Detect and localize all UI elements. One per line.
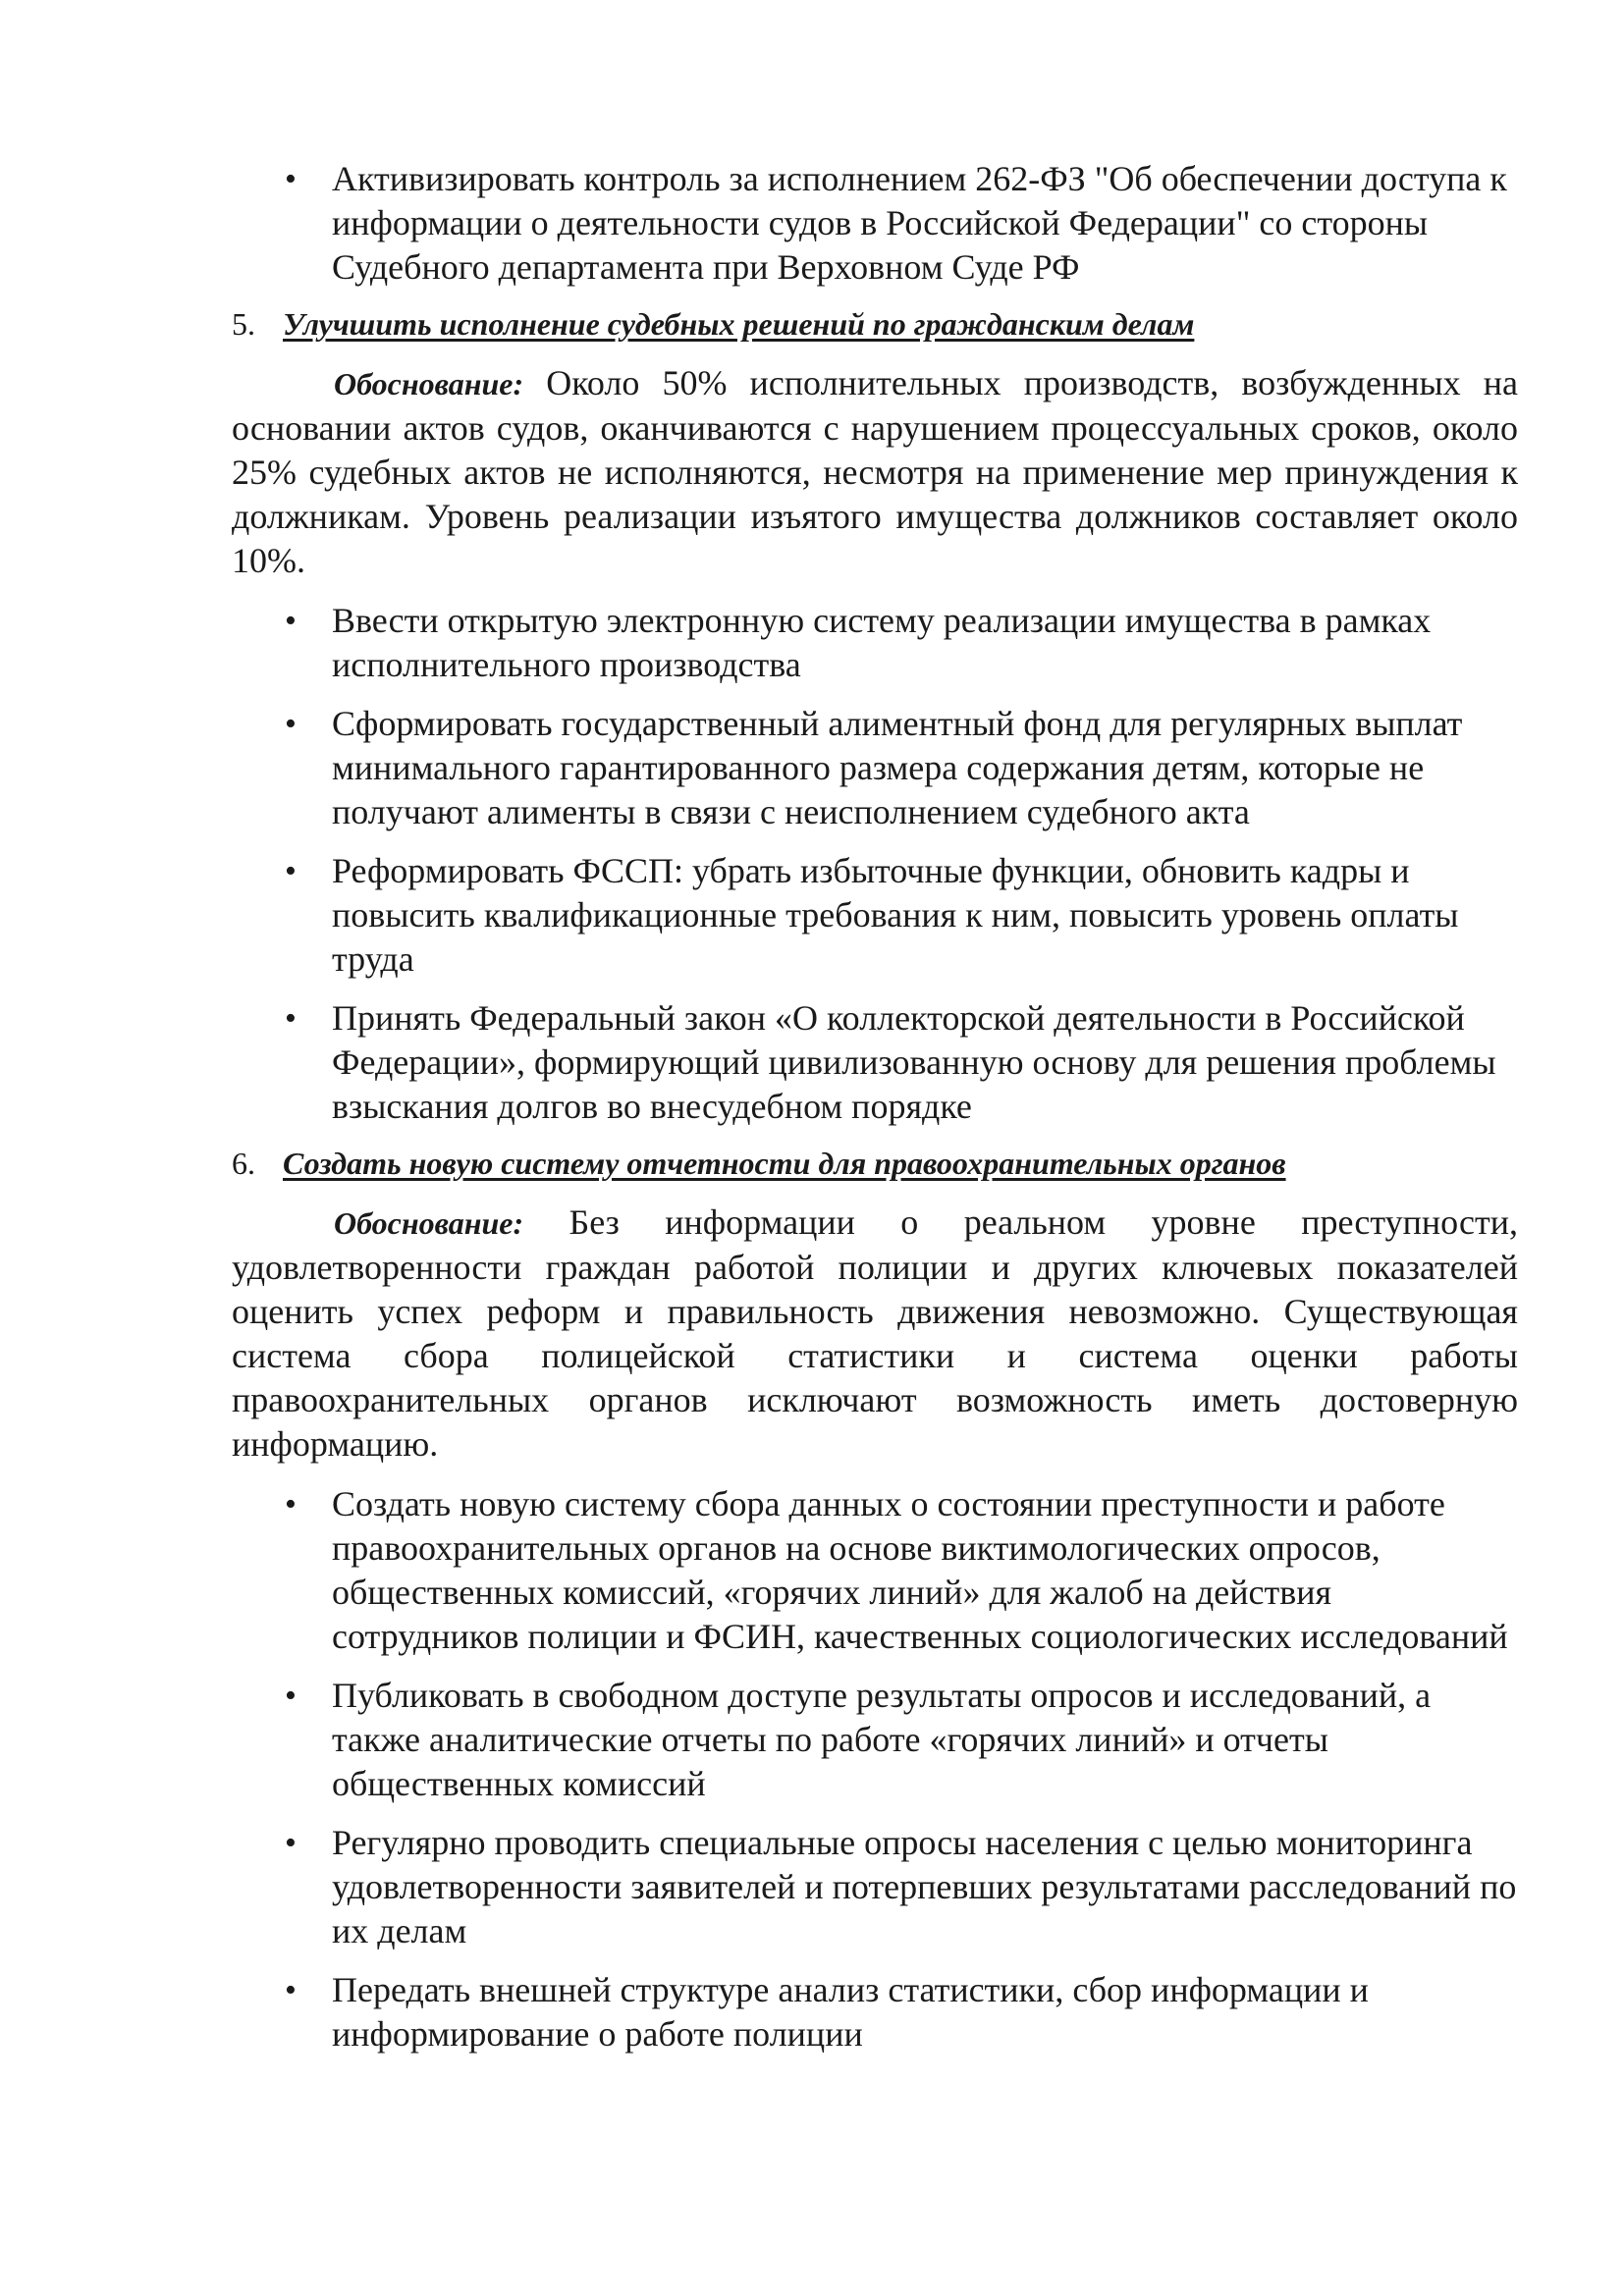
section-number: 5. <box>232 306 255 342</box>
list-item: • Публиковать в свободном доступе результаты опросов и исследований, а также аналитические отчеты по работе «горячих линий» и отчеты общественных комиссий <box>232 1674 1518 1806</box>
section-title: Улучшить исполнение судебных решений по гражданским делам <box>283 306 1195 342</box>
section-6-heading <box>232 1144 1518 1183</box>
section-5-heading <box>232 304 1518 344</box>
list-item: • Активизировать контроль за исполнением 262-ФЗ "Об обеспечении доступа к информации о деятельности судов в Российской Федерации" со стороны Судебного департамента при Верховном Суде РФ <box>232 157 1518 290</box>
section-6-justification <box>232 1201 1518 1467</box>
justification-text: Без информации о реальном уровне преступности, удовлетворенности граждан работой полиции и других ключевых показателей оценить успех реформ и правильность движения невозможно. Существующая система сбора полицейской статистики и система оценки работы правоохранительных органов исключают возможность иметь достоверную информацию. <box>232 1202 1518 1464</box>
section-5-bullet-list <box>232 599 1518 1129</box>
section-title: Создать новую систему отчетности для правоохранительных органов <box>283 1146 1286 1181</box>
list-item: • Принять Федеральный закон «О коллекторской деятельности в Российской Федерации», формирующий цивилизованную основу для решения проблемы взыскания долгов во внесудебном порядке <box>232 996 1518 1129</box>
justification-label: Обоснование: <box>334 366 524 401</box>
justification-label: Обоснование: <box>334 1205 524 1241</box>
top-bullet-list <box>232 157 1518 290</box>
list-item: • Передать внешней структуре анализ статистики, сбор информации и информирование о работе полиции <box>232 1968 1518 2056</box>
section-5-justification <box>232 361 1518 583</box>
page-content <box>232 157 1518 2071</box>
section-number: 6. <box>232 1146 255 1181</box>
justification-text: Около 50% исполнительных производств, возбужденных на основании актов судов, оканчиваются с нарушением процессуальных сроков, около 25% судебных актов не исполняются, несмотря на применение мер принуждения к должникам. Уровень реализации изъятого имущества должников составляет около 10%. <box>232 363 1518 580</box>
list-item: • Сформировать государственный алиментный фонд для регулярных выплат минимального гарантированного размера содержания детям, которые не получают алименты в связи с неисполнением судебного акта <box>232 702 1518 834</box>
list-item: • Регулярно проводить специальные опросы населения с целью мониторинга удовлетворенности заявителей и потерпевших результатами расследований по их делам <box>232 1821 1518 1953</box>
section-6-bullet-list <box>232 1482 1518 2056</box>
list-item: • Создать новую систему сбора данных о состоянии преступности и работе правоохранительных органов на основе виктимологических опросов, общественных комиссий, «горячих линий» для жалоб на действия сотрудников полиции и ФСИН, качественных социологических исследований <box>232 1482 1518 1659</box>
list-item: • Ввести открытую электронную систему реализации имущества в рамках исполнительного производства <box>232 599 1518 687</box>
list-item: • Реформировать ФССП: убрать избыточные функции, обновить кадры и повысить квалификационные требования к ним, повысить уровень оплаты труда <box>232 849 1518 982</box>
